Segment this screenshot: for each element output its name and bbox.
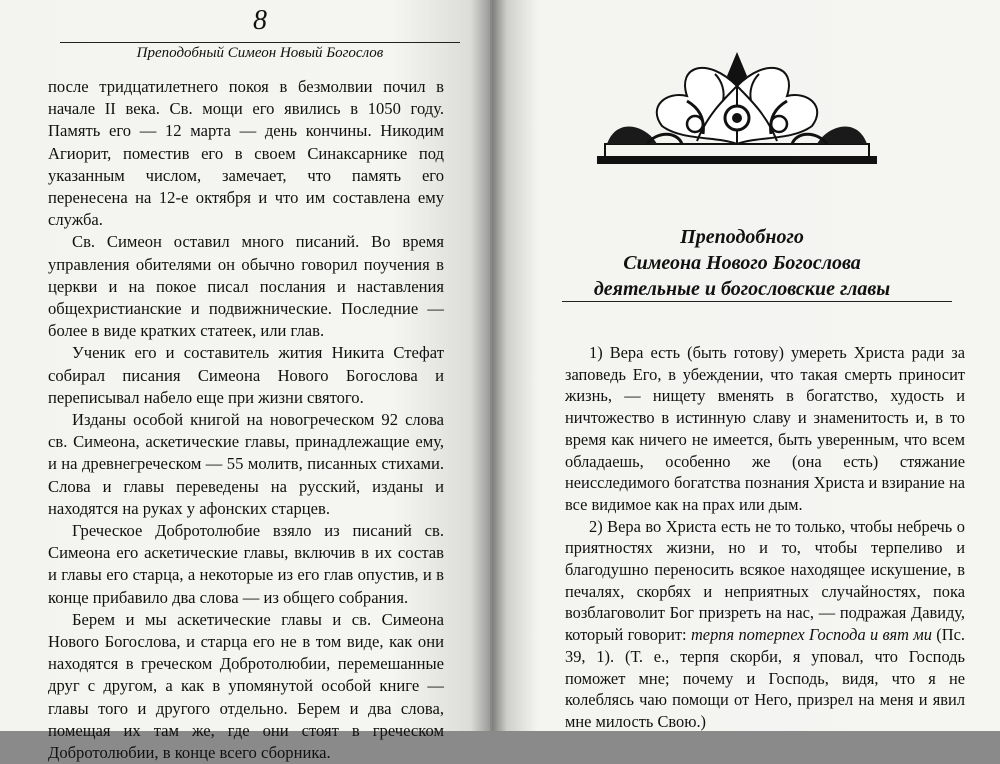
title-divider bbox=[562, 301, 952, 302]
psalm-quote: терпя потерпех Господа и вят ми bbox=[690, 625, 932, 645]
paragraph: Св. Симеон оставил много писаний. Во время управления обителями он обычно говорил поучения в церкви и на покое писал послания и наставления общехристианские и подвижнические. Последние — более в виде кратких статеек, или глав. bbox=[48, 232, 444, 341]
right-page bbox=[492, 0, 1000, 731]
paragraph: 1) Вера есть (быть готову) умереть Христа ради за заповедь Его, в убеждении, что такая смерть приносит жизнь, — нищету вменять в богатство, худость и ничтожество в истинную славу и знаменитость и, в то время как ничего не имеется, быть уверенным, что всем обладаешь, особенно же (она есть) стяжание неисследимого богатства познания Христа и взирание на все видимое как на прах или дым. bbox=[565, 343, 965, 514]
floral-headpiece-ornament-icon bbox=[587, 46, 887, 191]
paragraph: после тридцатилетнего покоя в безмолвии почил в начале II века. Св. мощи его явились в 1050 году. Память его — 12 марта — день кончины. Никодим Агиорит, поместив его в своем Синаксарнике под указанным числом, замечает, что память его перенесена на 12-е октября и что им составлена ему служба. bbox=[48, 77, 444, 230]
left-page bbox=[0, 0, 490, 763]
title-line: Преподобного bbox=[680, 226, 804, 248]
paragraph-text: 2) Вера во Христа есть не то только, чтобы небречь о приятностях жизни, но и то, чтобы терпеливо и благодушно переносить всякое находящее искушение, в печалях, скорбях и неприятных случайностях, пока возблаговолит Бог призреть на нас, — подражая Давиду, который говорит: bbox=[565, 516, 965, 645]
paragraph: Изданы особой книгой на новогреческом 92 слова св. Симеона, аскетические главы, принадлежащие ему, и на древнегреческом — 55 молитв, писанных стихами. Слова и главы переведены на русский, изданы и находятся на руках у афонских старцев. bbox=[48, 410, 444, 518]
page-number: 8 bbox=[253, 5, 267, 36]
paragraph: Греческое Добротолюбие взяло из писаний св. Симеона его аскетические главы, включив в их состав и главы его старца, а некоторые из его глав опустив, и в конце прибавило два слова — из общего собрания. bbox=[48, 521, 444, 607]
paragraph-text: (Пс. 39, 1). (Т. е., терпя скорби, я уповал, что Господь поможет мне; почему и Господь, видя, что я не колеблясь чаю помощи от Него, призрел на меня и явил мне милость Свою.) bbox=[565, 625, 965, 731]
paragraph: Ученик его и составитель жития Никита Стефат собирал писания Симеона Нового Богослова и переписывал набело еще при жизни святого. bbox=[48, 343, 444, 407]
right-body-text bbox=[565, 342, 965, 733]
title-line: деятельные и богословские главы bbox=[593, 278, 891, 300]
left-body-text bbox=[48, 76, 444, 764]
chapter-title bbox=[542, 224, 942, 302]
paragraph bbox=[565, 516, 965, 733]
paragraph: Берем и мы аскетические главы и св. Симеона Нового Богослова, и старца его не в том виде, как они находятся в греческом Добротолюбии, перемешанные друг с другом, а как в упомянутой особой книге — главы того и другого отдельно. Берем и два слова, помещая их там же, где они стоят в греческом Добротолюбии, в конце всего сборника. bbox=[48, 609, 444, 763]
running-head: Преподобный Симеон Новый Богослов bbox=[60, 42, 460, 62]
title-line: Симеона Нового Богослова bbox=[623, 252, 861, 274]
